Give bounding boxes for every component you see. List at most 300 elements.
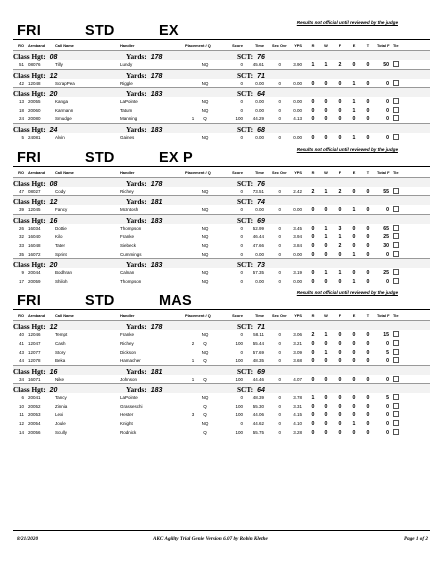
sct-label: SCT: [237, 197, 254, 207]
cell-yps: 3.78 [293, 395, 302, 401]
cell-handler: Tatum [120, 107, 133, 113]
cell-f: 0 [338, 134, 342, 141]
cell-ro: 39 [18, 207, 24, 213]
cell-t: 0 [366, 80, 370, 87]
cell-tf: 0 [386, 251, 389, 258]
cell-score: 0 [240, 62, 243, 67]
cell-place: 3 [191, 412, 195, 418]
cell-secovr: 0 [278, 421, 281, 427]
cell-r: 0 [311, 412, 315, 419]
cell-yps: 3.90 [293, 62, 302, 67]
cell-t: 0 [366, 99, 370, 106]
tie-checkbox[interactable] [393, 429, 399, 435]
class-height-value: 24 [49, 126, 58, 134]
cell-call: Karmann [55, 107, 74, 113]
cell-f: 0 [338, 116, 342, 123]
sct-value: 64 [257, 91, 265, 99]
table-row [13, 97, 430, 106]
cell-q: NQ [201, 134, 209, 140]
cell-secovr: 0 [278, 234, 281, 240]
cell-time: 52.99 [252, 225, 264, 231]
cell-ro: 40 [18, 332, 24, 338]
cell-secovr: 0 [278, 225, 281, 231]
class-height-value: 08 [49, 180, 58, 188]
cell-f: 1 [338, 234, 342, 241]
cell-tf: 50 [383, 62, 389, 68]
cell-secovr: 0 [278, 134, 281, 140]
cell-t: 0 [366, 403, 370, 410]
yards-value: 183 [150, 217, 163, 225]
results-section [13, 20, 430, 142]
trial-day: FRI [17, 149, 41, 166]
column-header-w: W [324, 43, 328, 48]
cell-handler: Richey [120, 188, 134, 194]
table-row [13, 277, 430, 286]
column-header-score: Score [232, 313, 243, 319]
cell-call: Fancy [55, 207, 68, 213]
cell-tf: 15 [383, 332, 389, 339]
cell-tf: 0 [386, 412, 389, 419]
cell-call: Joule [55, 421, 66, 427]
cell-tf: 0 [386, 429, 389, 436]
table-row [13, 268, 430, 277]
cell-tf: 0 [386, 340, 389, 347]
cell-call: Smudge [55, 116, 72, 122]
cell-q: NQ [201, 99, 209, 105]
tie-checkbox[interactable] [393, 134, 399, 140]
results-section [13, 290, 430, 436]
tie-checkbox[interactable] [393, 340, 399, 346]
cell-time: 44.62 [252, 421, 264, 427]
cell-yps: 0.00 [293, 107, 302, 113]
cell-e: 1 [352, 207, 356, 214]
cell-r: 0 [311, 80, 315, 87]
column-header-tie: Tie [393, 169, 399, 175]
cell-secovr: 0 [278, 116, 281, 122]
column-header-callname: Call Name [55, 43, 74, 48]
cell-handler: Riggle [120, 80, 133, 86]
cell-tf: 5 [386, 349, 389, 356]
cell-score: 0 [240, 421, 243, 427]
cell-yps: 0.00 [293, 278, 302, 284]
cell-q: NQ [201, 270, 209, 276]
print-date: 8/21/2020 [17, 536, 39, 542]
cell-q: Q [203, 116, 207, 122]
column-header-r: R [311, 169, 315, 175]
class-height-label: Class Hgt: [13, 366, 46, 376]
column-header-tie: Tie [393, 313, 399, 319]
cell-t: 0 [366, 332, 370, 339]
class-level: STD [85, 149, 115, 166]
cell-arm: 20060 [28, 107, 41, 113]
cell-q: Q [203, 412, 207, 418]
table-row [13, 419, 430, 428]
cell-r: 0 [311, 403, 315, 410]
column-header-yps: YPS [294, 313, 302, 319]
class-height-value: 16 [49, 368, 58, 376]
column-header-r: R [311, 43, 315, 48]
class-name: EX P [159, 149, 193, 166]
cell-arm: 12078 [28, 358, 41, 364]
cell-handler: Richey [120, 340, 134, 346]
tie-checkbox[interactable] [393, 394, 399, 400]
sct-value: 64 [257, 387, 265, 395]
cell-r: 0 [311, 270, 315, 277]
table-row [13, 224, 430, 233]
cell-secovr: 0 [278, 412, 281, 418]
cell-q: NQ [201, 421, 209, 427]
height-class-row [13, 320, 430, 330]
column-headers [13, 167, 430, 177]
yards-value: 181 [150, 199, 163, 207]
cell-tf: 25 [383, 234, 389, 241]
class-height-value: 12 [49, 199, 58, 207]
cell-yps: 3.21 [293, 340, 302, 346]
cell-secovr: 0 [278, 80, 281, 86]
section-header [13, 147, 430, 167]
cell-handler: Johnson [120, 376, 138, 382]
cell-arm: 20041 [28, 395, 41, 401]
cell-handler: Cummings [120, 251, 142, 257]
cell-w: 0 [324, 412, 328, 419]
cell-call: ScrapPea [55, 80, 75, 86]
tie-checkbox[interactable] [393, 357, 399, 363]
cell-arm: 20053 [28, 412, 41, 418]
cell-q: NQ [201, 225, 209, 231]
cell-call: Kanga [55, 99, 69, 105]
cell-ro: 6 [21, 395, 24, 401]
table-row [13, 393, 430, 402]
cell-handler: Franke [120, 234, 135, 240]
cell-e: 0 [352, 349, 356, 356]
table-row [13, 133, 430, 142]
tie-checkbox[interactable] [393, 251, 399, 257]
cell-t: 0 [366, 340, 370, 347]
cell-time: 0.00 [255, 134, 264, 140]
tie-checkbox[interactable] [393, 269, 399, 275]
cell-t: 0 [366, 107, 370, 114]
cell-secovr: 0 [278, 332, 281, 338]
cell-f: 0 [338, 332, 342, 339]
cell-w: 0 [324, 403, 328, 410]
table-row [13, 232, 430, 241]
yards-label: Yards: [126, 385, 147, 395]
cell-f: 0 [338, 80, 342, 87]
column-header-totalf: Total F [377, 169, 390, 175]
tie-checkbox[interactable] [393, 349, 399, 355]
table-row [13, 339, 430, 348]
cell-arm: 16034 [28, 225, 41, 231]
cell-score: 0 [240, 242, 243, 248]
cell-arm: 12077 [28, 349, 41, 355]
cell-place: 1 [191, 116, 195, 122]
cell-secovr: 0 [278, 376, 281, 382]
cell-w: 0 [324, 80, 328, 87]
cell-handler: McIntosh [120, 207, 139, 213]
tie-checkbox[interactable] [393, 206, 399, 212]
cell-w: 0 [324, 116, 328, 123]
cell-time: 0.00 [255, 80, 264, 86]
cell-secovr: 0 [278, 188, 281, 194]
class-level: STD [85, 23, 115, 39]
cell-arm: 12046 [28, 332, 41, 338]
yards-value: 178 [150, 72, 163, 80]
tie-checkbox[interactable] [393, 403, 399, 409]
column-header-time: Time [254, 169, 264, 175]
column-header-placement: Placement / Q [185, 43, 211, 48]
tie-checkbox[interactable] [393, 107, 399, 113]
cell-f: 0 [338, 107, 342, 114]
cell-time: 73.51 [252, 188, 264, 194]
cell-call: Tater [55, 242, 66, 248]
cell-t: 0 [366, 395, 370, 402]
cell-r: 0 [311, 251, 315, 258]
class-height-label: Class Hgt: [13, 197, 46, 207]
cell-r: 2 [311, 188, 315, 195]
cell-f: 3 [338, 225, 342, 232]
cell-f: 0 [338, 278, 342, 285]
cell-time: 0.00 [255, 278, 264, 284]
cell-ro: 14 [18, 429, 24, 435]
cell-handler: Hester [120, 412, 134, 418]
tie-checkbox[interactable] [393, 80, 399, 86]
class-name: MAS [159, 293, 192, 310]
table-row [13, 330, 430, 339]
yards-value: 183 [150, 262, 163, 270]
cell-score: 0 [240, 278, 243, 284]
cell-r: 0 [311, 134, 315, 141]
yards-value: 183 [150, 387, 163, 395]
cell-ro: 42 [18, 80, 24, 86]
cell-r: 0 [311, 107, 315, 114]
section-header [13, 20, 430, 40]
cell-handler: Rodnick [120, 429, 137, 435]
column-header-e: E [352, 169, 356, 175]
cell-arm: 20044 [28, 270, 41, 276]
class-height-label: Class Hgt: [13, 322, 46, 332]
cell-arm: 20054 [28, 421, 41, 427]
cell-w: 0 [324, 421, 328, 428]
cell-score: 100 [235, 358, 243, 364]
tie-checkbox[interactable] [393, 225, 399, 231]
height-class-row [13, 383, 430, 393]
cell-time: 0.00 [255, 207, 264, 213]
cell-handler: Thompson [120, 225, 142, 231]
cell-time: 0.00 [255, 251, 264, 257]
cell-place: 1 [191, 376, 195, 382]
tie-checkbox[interactable] [393, 331, 399, 337]
cell-ro: 51 [18, 62, 24, 67]
yards-label: Yards: [126, 70, 147, 80]
cell-ro: 44 [18, 358, 24, 364]
tie-checkbox[interactable] [393, 411, 399, 417]
cell-q: Q [203, 429, 207, 435]
cell-ro: 9 [21, 270, 24, 276]
cell-f: 0 [338, 395, 342, 402]
cell-w: 0 [324, 207, 328, 214]
cell-secovr: 0 [278, 251, 281, 257]
cell-handler: Lundy [120, 62, 133, 67]
column-header-f: F [338, 169, 342, 175]
cell-score: 100 [235, 116, 243, 122]
tie-checkbox[interactable] [393, 61, 399, 67]
column-header-t: T [366, 43, 370, 48]
column-header-f: F [338, 43, 342, 48]
cell-handler: Hamacher [120, 358, 141, 364]
cell-t: 0 [366, 421, 370, 428]
cell-score: 0 [240, 107, 243, 113]
tie-checkbox[interactable] [393, 233, 399, 239]
column-header-tie: Tie [393, 43, 399, 48]
cell-arm: 12045 [28, 207, 41, 213]
page-footer [13, 530, 430, 542]
cell-t: 0 [366, 251, 370, 258]
cell-secovr: 0 [278, 107, 281, 113]
cell-w: 1 [324, 349, 328, 356]
cell-tf: 0 [386, 403, 389, 410]
cell-ro: 18 [18, 107, 24, 113]
cell-yps: 0.00 [293, 80, 302, 86]
cell-w: 0 [324, 242, 328, 249]
sct-label: SCT: [237, 322, 254, 332]
tie-checkbox[interactable] [393, 376, 399, 382]
cell-call: Nike [55, 376, 65, 382]
class-height-value: 08 [49, 54, 58, 61]
cell-t: 0 [366, 376, 370, 383]
cell-f: 0 [338, 403, 342, 410]
tie-checkbox[interactable] [393, 242, 399, 248]
column-header-score: Score [232, 169, 243, 175]
cell-call: Sprint [55, 251, 67, 257]
cell-handler: Calnan [120, 270, 135, 276]
sct-label: SCT: [237, 215, 254, 225]
cell-yps: 3.19 [293, 270, 302, 276]
cell-call: Dottie [55, 225, 67, 231]
class-height-label: Class Hgt: [13, 385, 46, 395]
cell-call: Tancy [55, 395, 67, 401]
cell-time: 55.30 [252, 403, 264, 409]
cell-score: 100 [235, 429, 243, 435]
column-header-armband: Armband [28, 169, 46, 175]
cell-time: 0.00 [255, 99, 264, 105]
cell-score: 0 [240, 251, 243, 257]
column-header-secovr: Sec Ovr [272, 313, 287, 319]
column-header-yps: YPS [294, 43, 302, 48]
cell-score: 100 [235, 403, 243, 409]
cell-t: 0 [366, 207, 370, 214]
cell-secovr: 0 [278, 403, 281, 409]
cell-time: 55.75 [252, 429, 264, 435]
cell-score: 0 [240, 332, 243, 338]
column-header-secovr: Sec Ovr [272, 43, 287, 48]
cell-score: 0 [240, 188, 243, 194]
cell-r: 1 [311, 395, 315, 402]
cell-r: 0 [311, 225, 315, 232]
tie-checkbox[interactable] [393, 98, 399, 104]
column-header-e: E [352, 313, 356, 319]
cell-ro: 10 [18, 403, 24, 409]
tie-checkbox[interactable] [393, 420, 399, 426]
cell-time: 47.66 [252, 242, 264, 248]
tie-checkbox[interactable] [393, 115, 399, 121]
height-class-row [13, 87, 430, 97]
yards-label: Yards: [126, 366, 147, 376]
table-row [13, 428, 430, 437]
cell-tf: 0 [386, 376, 389, 383]
tie-checkbox[interactable] [393, 278, 399, 284]
cell-q: Q [203, 358, 207, 364]
cell-q: NQ [201, 349, 209, 355]
cell-ro: 5 [21, 134, 24, 140]
cell-call: Tilly [55, 62, 63, 67]
sct-label: SCT: [237, 52, 254, 61]
cell-yps: 3.45 [293, 225, 302, 231]
class-height-label: Class Hgt: [13, 215, 46, 225]
table-row [13, 241, 430, 250]
cell-f: 0 [338, 99, 342, 106]
trial-day: FRI [17, 23, 41, 39]
cell-secovr: 0 [278, 395, 281, 401]
column-header-callname: Call Name [55, 169, 74, 175]
column-header-e: E [352, 43, 356, 48]
cell-arm: 16071 [28, 376, 41, 382]
cell-w: 1 [324, 234, 328, 241]
column-header-totalf: Total F [377, 43, 390, 48]
cell-tf: 25 [383, 270, 389, 277]
class-height-value: 16 [49, 217, 58, 225]
cell-t: 0 [366, 358, 370, 365]
column-header-armband: Armband [28, 43, 46, 48]
cell-place: 1 [191, 358, 195, 364]
yards-value: 183 [150, 126, 163, 134]
cell-r: 0 [311, 207, 315, 214]
table-row [13, 348, 430, 357]
cell-r: 0 [311, 429, 315, 436]
table-row [13, 60, 430, 69]
tie-checkbox[interactable] [393, 188, 399, 194]
column-header-armband: Armband [28, 313, 46, 319]
sct-value: 76 [257, 54, 265, 61]
cell-q: Q [203, 376, 207, 382]
cell-q: NQ [201, 188, 209, 194]
cell-secovr: 0 [278, 270, 281, 276]
class-height-label: Class Hgt: [13, 89, 46, 99]
cell-arm: 20052 [28, 403, 41, 409]
cell-arm: 20056 [28, 429, 41, 435]
cell-ro: 24 [18, 116, 24, 122]
cell-e: 0 [352, 429, 356, 436]
cell-e: 0 [352, 376, 356, 383]
cell-f: 0 [338, 358, 342, 365]
column-header-handler: Handler [120, 313, 135, 319]
cell-r: 0 [311, 358, 315, 365]
cell-call: Alvin [55, 134, 65, 140]
cell-r: 0 [311, 116, 315, 123]
cell-handler: LaPointe [120, 395, 138, 401]
yards-label: Yards: [126, 52, 147, 61]
table-row [13, 79, 430, 88]
cell-tf: 0 [386, 421, 389, 428]
cell-call: Bodhran [55, 270, 73, 276]
cell-score: 0 [240, 80, 243, 86]
class-height-label: Class Hgt: [13, 52, 46, 61]
sct-value: 69 [257, 368, 265, 376]
cell-t: 0 [366, 62, 370, 68]
cell-secovr: 0 [278, 349, 281, 355]
class-name: EX [159, 23, 179, 39]
cell-f: 0 [338, 376, 342, 383]
results-sections [13, 20, 430, 436]
